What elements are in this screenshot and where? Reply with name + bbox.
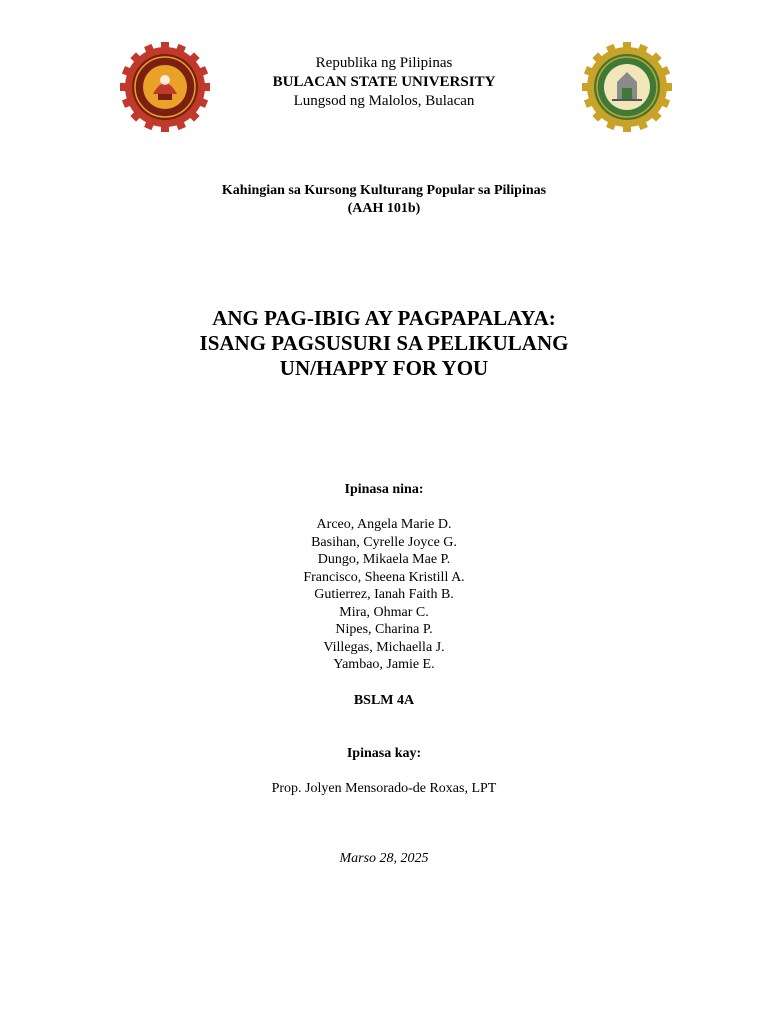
author-name: Villegas, Michaella J. (323, 639, 445, 655)
professor-name: Prop. Jolyen Mensorado-de Roxas, LPT (271, 781, 497, 796)
author-name: Mira, Ohmar C. (339, 604, 429, 620)
title-line-1: ANG PAG-IBIG AY PAGPAPALAYA: (212, 306, 556, 330)
author-list (0, 516, 768, 674)
author-name: Dungo, Mikaela Mae P. (317, 552, 451, 567)
university-name: BULACAN STATE UNIVERSITY (272, 74, 496, 90)
submitted-by-label: Ipinasa nina: (344, 482, 424, 497)
author-name: Yambao, Jamie E. (333, 657, 435, 672)
author-name: Nipes, Charina P. (335, 622, 433, 637)
paper-title (0, 306, 768, 381)
section-label: BSLM 4A (353, 693, 415, 708)
course-code: (AAH 101b) (347, 201, 421, 216)
author-name: Arceo, Angela Marie D. (316, 517, 452, 532)
country-line: Republika ng Pilipinas (315, 55, 453, 71)
university-header (0, 54, 768, 111)
course-requirement (0, 182, 768, 218)
author-name: Basihan, Cyrelle Joyce G. (311, 534, 457, 550)
requirement-text: Kahingian sa Kursong Kulturang Popular sa Pilipinas (221, 183, 547, 198)
author-name: Francisco, Sheena Kristill A. (303, 569, 465, 585)
submitted-to-label: Ipinasa kay: (346, 746, 422, 761)
university-location: Lungsod ng Malolos, Bulacan (293, 93, 475, 109)
submission-date: Marso 28, 2025 (339, 851, 429, 866)
author-name: Gutierrez, Ianah Faith B. (314, 587, 454, 602)
title-line-3: UN/HAPPY FOR YOU (279, 356, 489, 380)
title-line-2: ISANG PAGSUSURI SA PELIKULANG (199, 331, 569, 355)
